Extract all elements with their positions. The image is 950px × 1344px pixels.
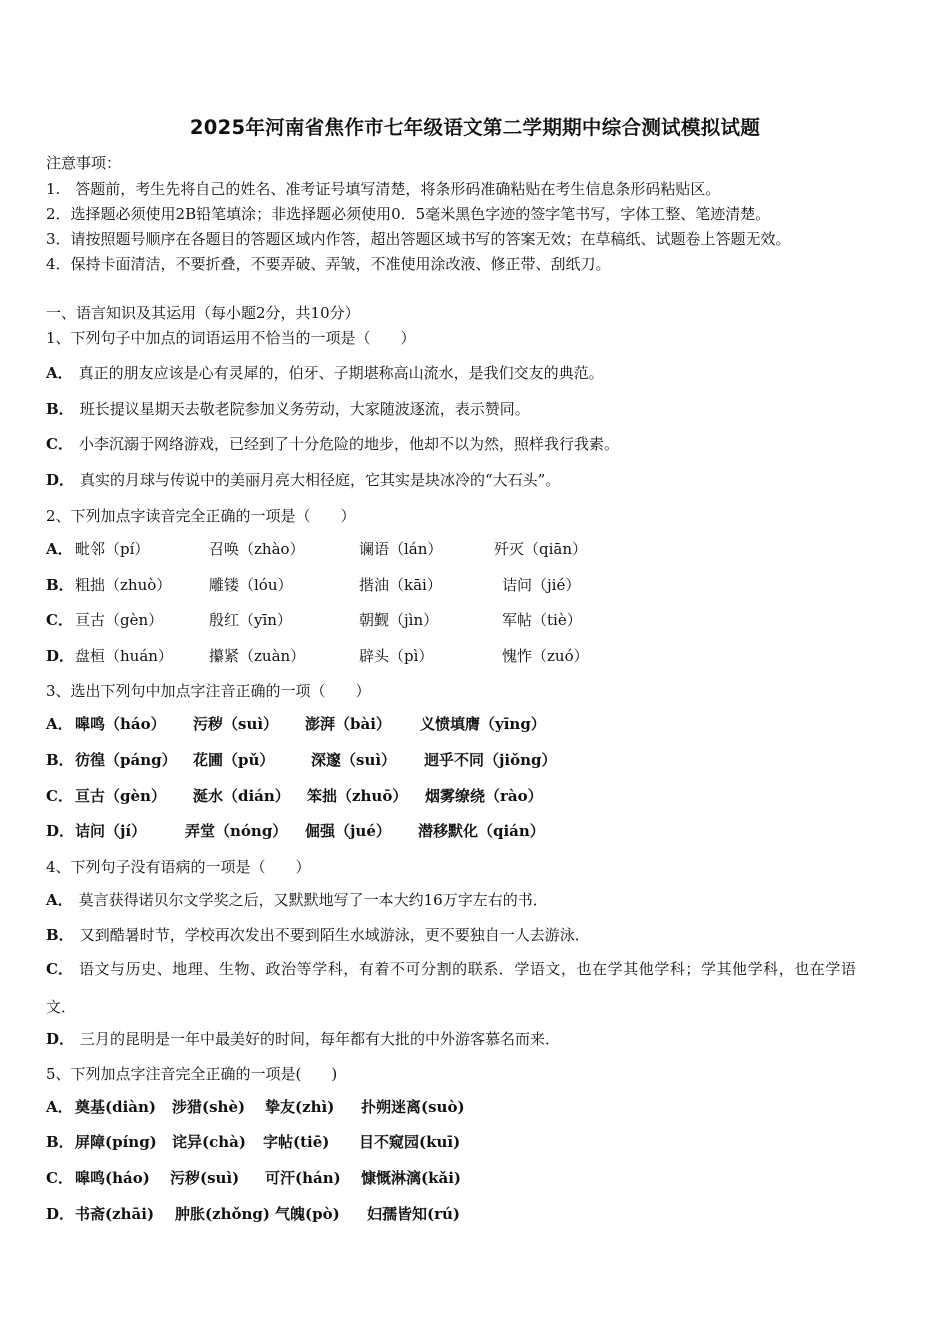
option-cell-3: 挚友(zhì) (265, 1098, 335, 1116)
question-5-option-c[interactable] (46, 1167, 906, 1187)
option-label: B． (46, 926, 74, 944)
option-cell-1: 书斋(zhāi) (75, 1205, 155, 1223)
option-label: B． (46, 751, 74, 769)
option-cell-2: 雕镂（lóu） (209, 576, 293, 594)
option-label: A． (46, 364, 73, 382)
option-cell-1: 嗥鸣（háo） (75, 715, 166, 733)
question-2-option-d[interactable] (46, 645, 906, 665)
option-label: B． (46, 400, 74, 418)
option-cell-3: 可汗(hán) (265, 1169, 341, 1187)
question-3-option-c[interactable] (46, 785, 906, 805)
option-label: D． (46, 1205, 75, 1223)
question-3-stem: 3、选出下列句中加点字注音正确的一项（ ） (46, 682, 371, 700)
option-label: A． (46, 1098, 73, 1116)
option-cell-2: 涉猎(shè) (172, 1098, 246, 1116)
question-5-option-d[interactable] (46, 1203, 906, 1223)
option-cell-2: 殷红（yīn） (209, 611, 292, 629)
notice-item-1: 1. 答题前，考生先将自己的姓名、准考证号填写清楚，将条形码准确粘贴在考生信息条形码粘贴区。 (46, 180, 721, 198)
option-cell-1: 粗拙（zhuò） (75, 576, 172, 594)
option-cell-2: 花圃（pǔ） (193, 751, 275, 769)
notice-item-4: 4．保持卡面清洁，不要折叠，不要弄破、弄皱，不准使用涂改液、修正带、刮纸刀。 (46, 255, 611, 273)
option-label: A． (46, 540, 73, 558)
question-3-option-d[interactable] (46, 820, 906, 840)
option-cell-3: 气魄(pò) (275, 1205, 340, 1223)
notice-item-3: 3．请按照题号顺序在各题目的答题区域内作答，超出答题区域书写的答案无效；在草稿纸、试题卷上答题无效。 (46, 230, 791, 248)
option-label: B． (46, 576, 74, 594)
option-cell-4: 歼灭（qiān） (494, 540, 588, 558)
option-cell-3: 字帖(tiē) (263, 1133, 330, 1151)
option-cell-4: 愧怍（zuó） (502, 647, 589, 665)
option-cell-4: 烟雾缭绕（rào） (425, 787, 543, 805)
question-2-option-a[interactable] (46, 538, 906, 558)
option-cell-4: 诘问（jié） (502, 576, 581, 594)
option-label: C． (46, 1169, 73, 1187)
option-cell-1: 盘桓（huán） (75, 647, 173, 665)
question-5-option-b[interactable] (46, 1131, 906, 1151)
option-cell-3: 朝觐（jìn） (359, 611, 439, 629)
question-4-option-c[interactable] (46, 958, 856, 979)
option-cell-3: 笨拙（zhuō） (307, 787, 408, 805)
option-cell-1: 屏障(píng) (75, 1133, 157, 1151)
question-1-option-b[interactable] (46, 398, 530, 419)
option-cell-4: 迥乎不同（jiǒng） (424, 751, 557, 769)
option-label: A． (46, 891, 73, 909)
option-cell-4: 义愤填膺（yīng） (420, 715, 546, 733)
question-3-option-a[interactable] (46, 713, 906, 733)
option-label: D． (46, 822, 75, 840)
question-3-option-b[interactable] (46, 749, 906, 769)
option-cell-2: 肿胀(zhǒng) (175, 1205, 271, 1223)
option-text: 班长提议星期天去敬老院参加义务劳动，大家随波逐流，表示赞同。 (79, 400, 530, 418)
question-2-stem: 2、下列加点字读音完全正确的一项是（ ） (46, 507, 356, 525)
option-label: C． (46, 611, 73, 629)
option-cell-4: 扑朔迷离(suò) (361, 1098, 465, 1116)
option-cell-1: 亘古（gèn） (75, 611, 164, 629)
option-cell-1: 奠基(diàn) (75, 1098, 157, 1116)
question-4-option-a[interactable] (46, 889, 548, 910)
option-cell-3: 辟头（pì） (359, 647, 434, 665)
question-4-option-d[interactable] (46, 1028, 560, 1049)
option-label: D． (46, 471, 75, 489)
question-5-option-a[interactable] (46, 1096, 906, 1116)
option-cell-1: 毗邻（pí） (75, 540, 150, 558)
option-cell-4: 潜移默化（qián） (418, 822, 545, 840)
option-cell-4: 军帖（tiè） (502, 611, 582, 629)
notice-heading: 注意事项： (46, 154, 122, 172)
section-heading: 一、语言知识及其运用（每小题2分，共10分） (46, 304, 360, 322)
option-label: D． (46, 1030, 75, 1048)
option-cell-2: 召唤（zhào） (209, 540, 305, 558)
option-label: C． (46, 787, 73, 805)
option-cell-2: 涎水（dián） (193, 787, 290, 805)
option-label: C． (46, 435, 73, 453)
exam-title: 2025年河南省焦作市七年级语文第二学期期中综合测试模拟试题 (189, 116, 761, 139)
question-1-stem: 1、下列句子中加点的词语运用不恰当的一项是（ ） (46, 329, 416, 347)
question-1-option-c[interactable] (46, 433, 619, 454)
option-text: 小李沉溺于网络游戏，已经到了十分危险的地步，他却不以为然，照样我行我素。 (78, 435, 619, 453)
option-cell-1: 彷徨（páng） (75, 751, 177, 769)
question-2-option-b[interactable] (46, 574, 906, 594)
option-cell-3: 倔强（jué） (305, 822, 391, 840)
option-label: B． (46, 1133, 74, 1151)
option-cell-1: 诘问（jí） (75, 822, 147, 840)
option-label: D． (46, 647, 75, 665)
question-2-option-c[interactable] (46, 609, 906, 629)
option-cell-1: 亘古（gèn） (75, 787, 166, 805)
option-cell-2: 弄堂（nóng） (185, 822, 288, 840)
option-cell-4: 慷慨淋漓(kǎi) (361, 1169, 462, 1187)
option-text: 真正的朋友应该是心有灵犀的，伯牙、子期堪称高山流水，是我们交友的典范。 (78, 364, 604, 382)
option-cell-4: 妇孺皆知(rú) (367, 1205, 461, 1223)
option-cell-2: 污秽(suì) (170, 1169, 240, 1187)
option-cell-2: 污秽（suì） (193, 715, 279, 733)
option-text: 语文与历史、地理、生物、政治等学科，有着不可分割的联系．学语文，也在学其他学科；学其他学科，也在学语 (78, 960, 857, 978)
option-cell-1: 嗥鸣(háo) (75, 1169, 150, 1187)
option-label: A． (46, 715, 73, 733)
option-cell-3: 揩油（kāi） (359, 576, 442, 594)
question-4-stem: 4、下列句子没有语病的一项是（ ） (46, 858, 311, 876)
option-cell-4: 目不窥园(kuī) (359, 1133, 461, 1151)
question-5-stem: 5、下列加点字注音完全正确的一项是( ) (46, 1065, 338, 1083)
notice-item-2: 2．选择题必须使用2B铅笔填涂；非选择题必须使用0．5毫米黑色字迹的签字笔书写，字体工整、笔迹清楚。 (46, 205, 771, 223)
option-cell-3: 谰语（lán） (359, 540, 443, 558)
option-cell-2: 攥紧（zuàn） (209, 647, 306, 665)
option-text: 莫言获得诺贝尔文学奖之后，又默默地写了一本大约16万字左右的书． (78, 891, 548, 909)
option-cell-3: 深邃（suì） (311, 751, 397, 769)
option-label: C． (46, 960, 73, 978)
option-cell-3: 澎湃（bài） (305, 715, 391, 733)
option-cell-2: 诧异(chà) (172, 1133, 246, 1151)
question-1-option-a[interactable] (46, 362, 604, 383)
option-text: 又到酷暑时节，学校再次发出不要到陌生水域游泳，更不要独自一人去游泳． (79, 926, 590, 944)
option-text: 真实的月球与传说中的美丽月亮大相径庭，它其实是块冰冷的“大石头”。 (80, 471, 561, 489)
question-4-option-b[interactable] (46, 924, 590, 945)
question-4-option-c-continued: 文． (46, 998, 77, 1016)
option-text: 三月的昆明是一年中最美好的时间，每年都有大批的中外游客慕名而来． (80, 1030, 561, 1048)
question-1-option-d[interactable] (46, 469, 560, 490)
